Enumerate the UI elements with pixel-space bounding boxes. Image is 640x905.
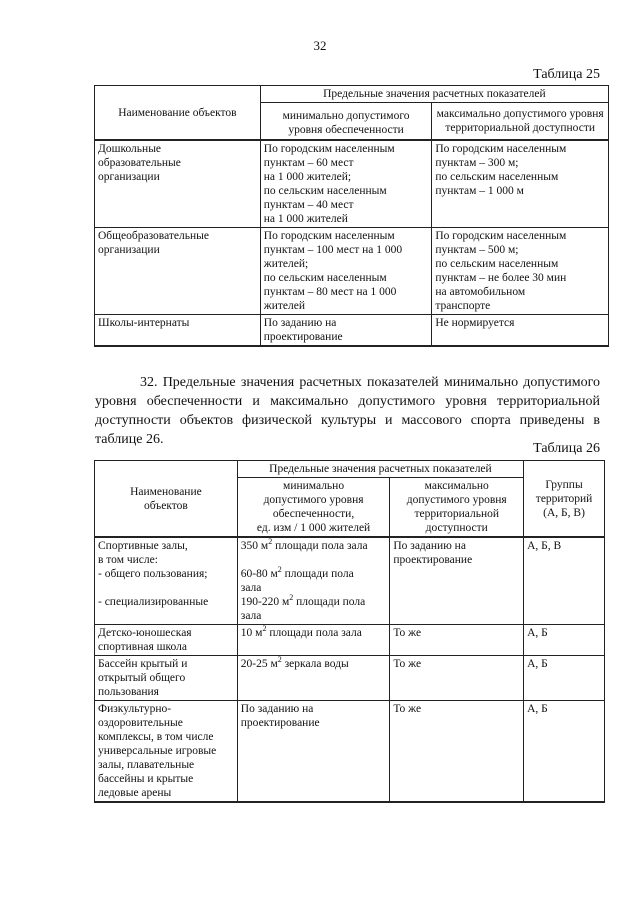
table-25-header-max: максимально допустимого уровня территориальной доступности: [432, 103, 609, 141]
table-cell-groups: А, Б, В: [524, 537, 605, 625]
table-row: [95, 140, 609, 228]
table-cell-min: 10 $м^2$ площади пола зала: [237, 625, 390, 656]
table-26-header-name: Наименование объектов: [95, 461, 238, 538]
table-cell-groups: А, Б: [524, 701, 605, 803]
table-25: [94, 85, 609, 347]
table-cell-groups: А, Б: [524, 656, 605, 701]
table-cell-max: Не нормируется: [432, 315, 609, 347]
table-cell-name: Дошкольные образовательные организации: [95, 140, 261, 228]
page-number: 32: [313, 38, 327, 53]
table-26-header-max: максимально допустимого уровня территориальной доступности: [390, 478, 524, 538]
table-cell-groups: А, Б: [524, 625, 605, 656]
table-cell-max: По заданию на проектирование: [390, 537, 524, 625]
table-cell-name: Школы-интернаты: [95, 315, 261, 347]
table-row: [95, 656, 605, 701]
table-25-header-group: Предельные значения расчетных показателей: [260, 86, 608, 103]
paragraph-number: 32.: [140, 375, 158, 390]
table-cell-min: По городским населенным пунктам – 60 мест на 1 000 жителей; по сельским населенным пунктам – 40 мест на 1 000 жителей: [260, 140, 432, 228]
table-cell-min: По заданию на проектирование: [237, 701, 390, 803]
table-cell-max: По городским населенным пунктам – 500 м; по сельским населенным пунктам – не более 30 мин на автомобильном транспорте: [432, 228, 609, 315]
table-cell-max: То же: [390, 625, 524, 656]
table-cell-name: Физкультурно- оздоровительные комплексы, в том числе универсальные игровые залы, плавательные бассейны и крытые ледовые арены: [95, 701, 238, 803]
table-cell-name: Бассейн крытый и открытый общего пользования: [95, 656, 238, 701]
table-cell-min: 20-25 $м^2$ зеркала воды: [237, 656, 390, 701]
table-25-caption: Таблица 25: [533, 67, 600, 82]
table-cell-min: 350 $м^2$ площади пола зала 60-80 $м^2$ площади пола зала 190-220 $м^2$ площади пола зала: [237, 537, 390, 625]
table-25-header-min: минимально допустимого уровня обеспеченности: [260, 103, 432, 141]
table-26-header-group: Предельные значения расчетных показателей: [237, 461, 523, 478]
table-cell-name: Детско-юношеская спортивная школа: [95, 625, 238, 656]
table-cell-max: То же: [390, 656, 524, 701]
paragraph-32: [95, 373, 600, 449]
table-26-caption: Таблица 26: [533, 441, 600, 456]
table-row: [95, 228, 609, 315]
table-cell-min: По заданию на проектирование: [260, 315, 432, 347]
table-row: [95, 315, 609, 347]
table-25-header-name: Наименование объектов: [95, 86, 261, 141]
table-row: [95, 537, 605, 625]
table-cell-max: То же: [390, 701, 524, 803]
table-cell-name: Спортивные залы, в том числе: - общего пользования; - специализированные: [95, 537, 238, 625]
table-26: [94, 460, 605, 803]
table-cell-min: По городским населенным пунктам – 100 мест на 1 000 жителей; по сельским населенным пунктам – 80 мест на 1 000 жителей: [260, 228, 432, 315]
table-row: [95, 625, 605, 656]
table-26-header-groups: Группы территорий (А, Б, В): [524, 461, 605, 538]
table-cell-max: По городским населенным пунктам – 300 м; по сельским населенным пунктам – 1 000 м: [432, 140, 609, 228]
paragraph-text: Предельные значения расчетных показателей минимально допустимого уровня обеспеченности и максимально допустимого уровня территориальной доступности объектов физической культуры и массового спорта приведены в таблице 26.: [95, 375, 601, 447]
table-cell-name: Общеобразовательные организации: [95, 228, 261, 315]
table-26-header-min: минимально допустимого уровня обеспеченности, ед. изм / 1 000 жителей: [237, 478, 390, 538]
table-row: [95, 701, 605, 803]
